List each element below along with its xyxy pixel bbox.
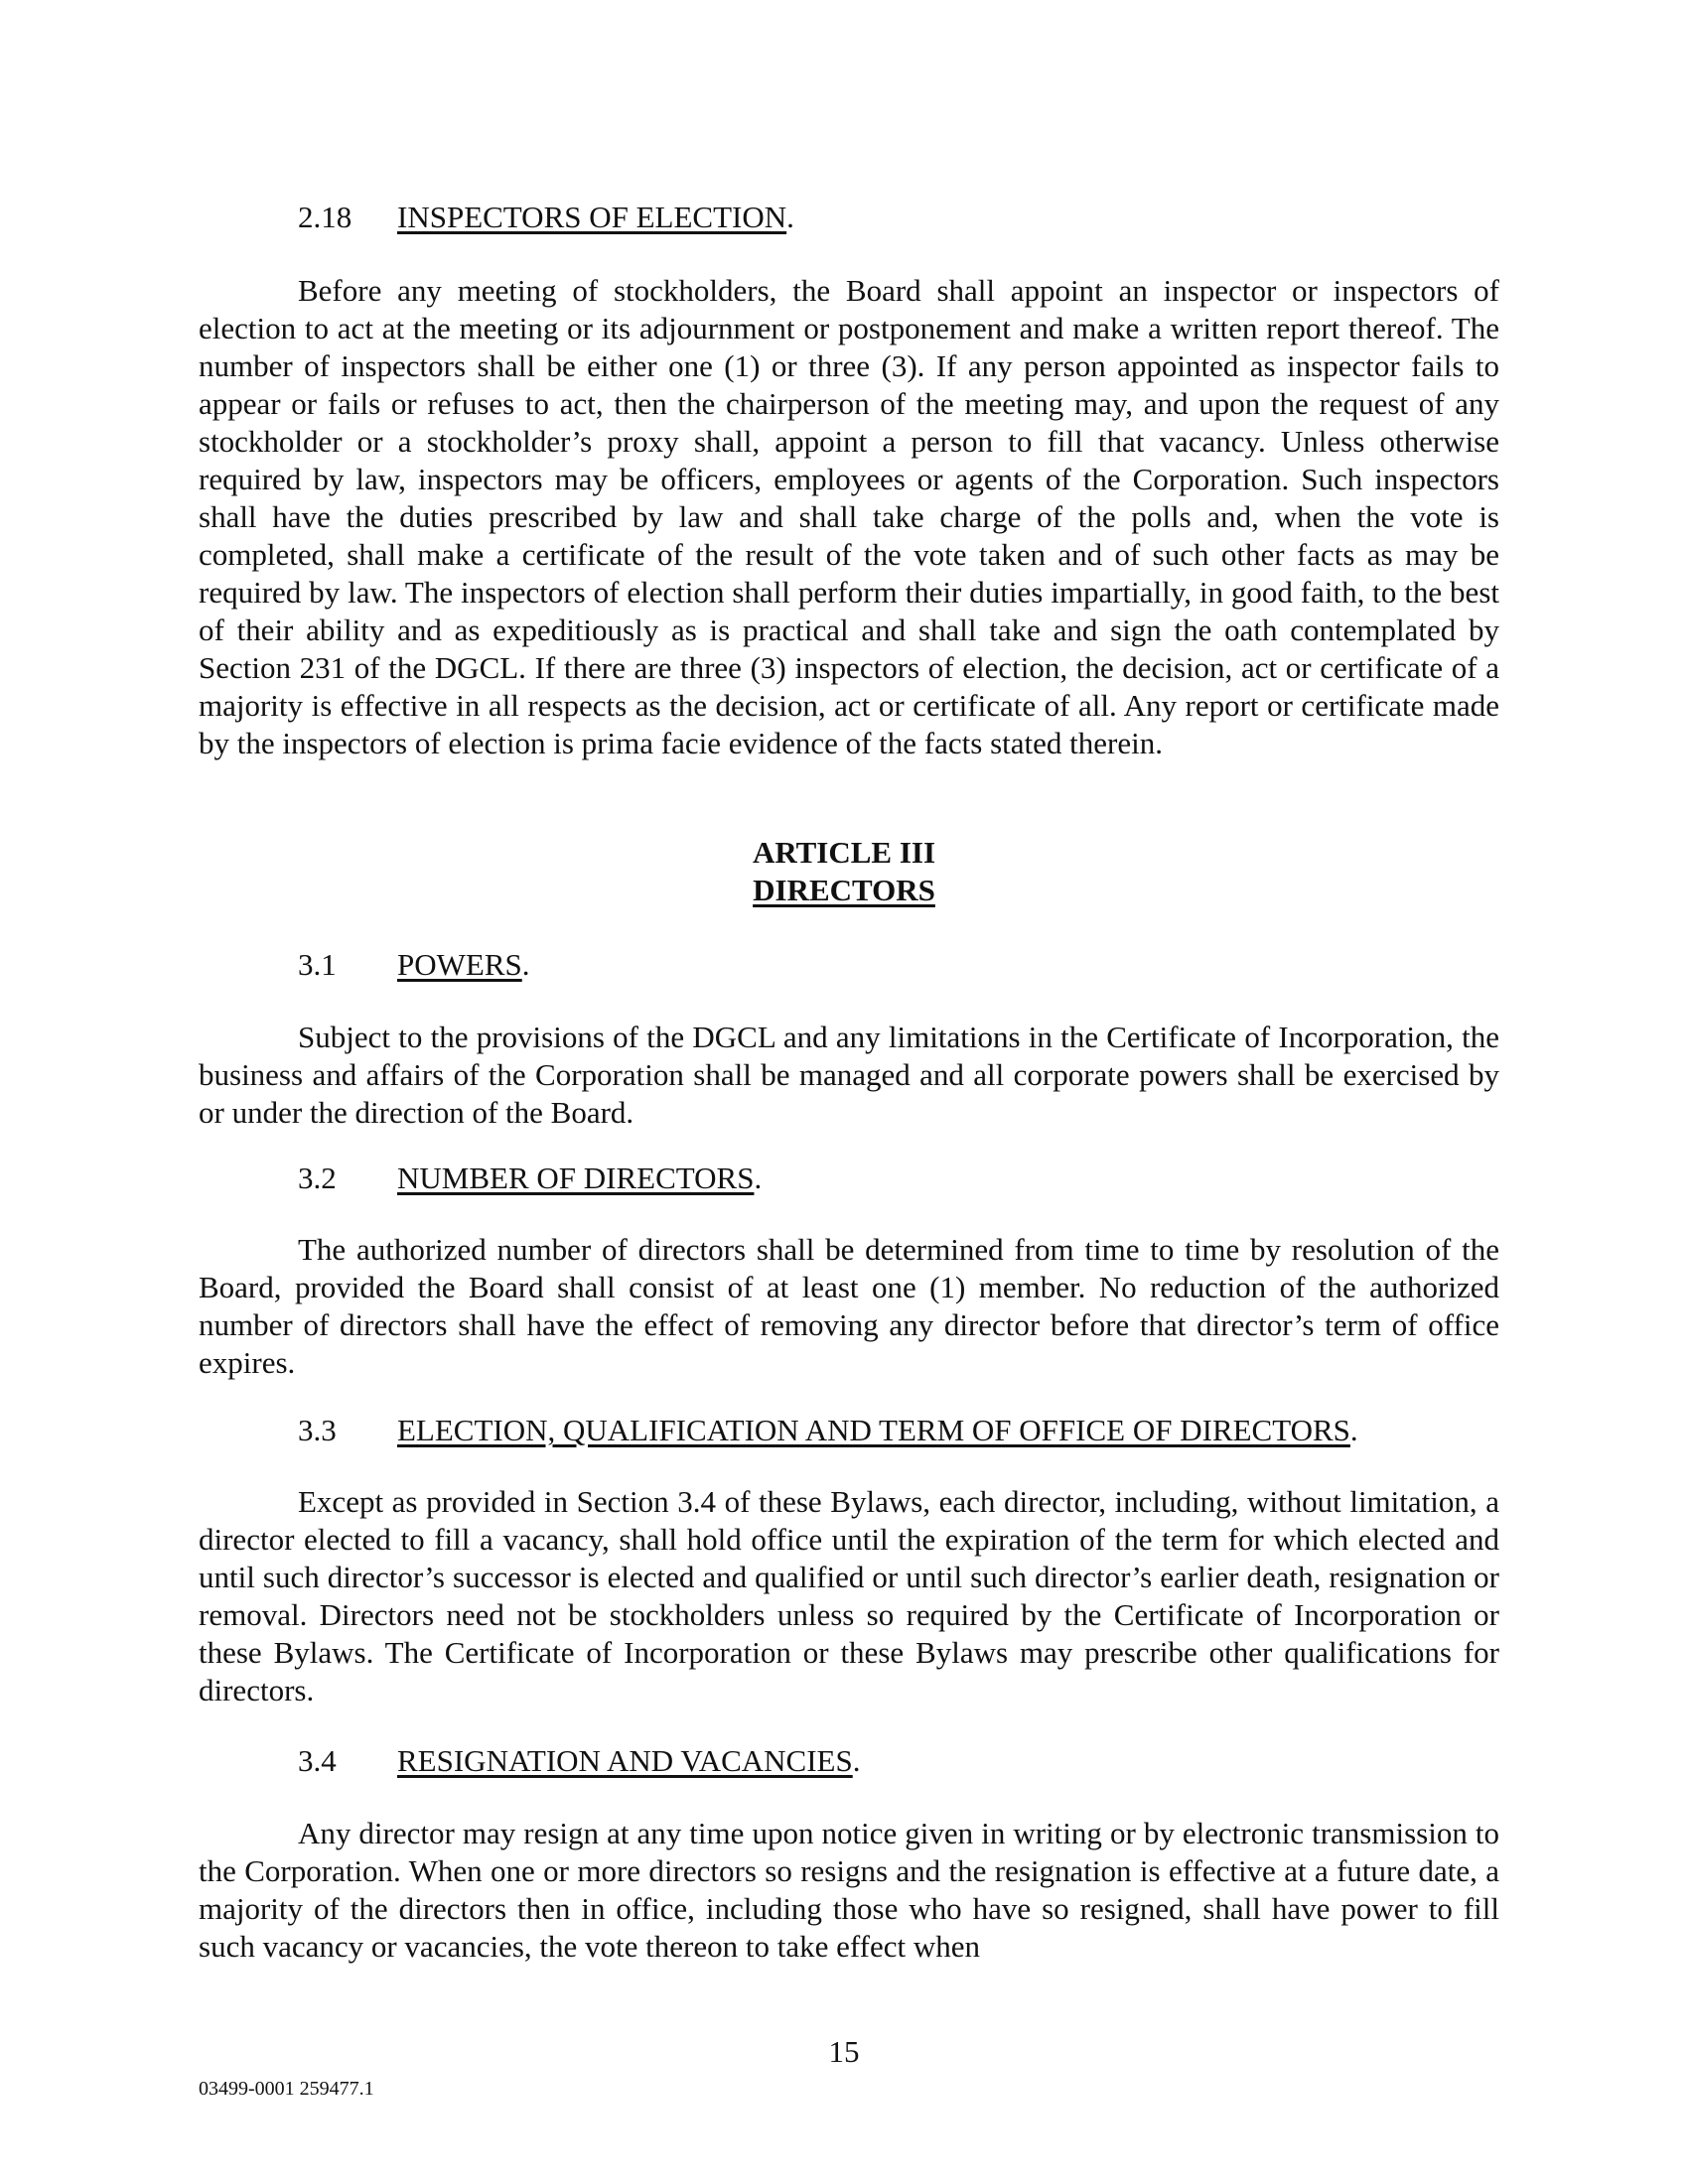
article-label: ARTICLE III <box>752 835 936 870</box>
article-heading <box>0 834 1688 909</box>
section-title: ELECTION, QUALIFICATION AND TERM OF OFFICE OF DIRECTORS <box>397 1413 1350 1447</box>
paragraph: Any director may resign at any time upon notice given in writing or by electronic transmission to the Corporation. When one or more directors so resigns and the resignation is effective at a future date, a majority of the directors then in office, including those who have so resigned, shall have power to fill such vacancy or vacancies, the vote thereon to take effect when <box>199 1816 1499 1964</box>
section-heading-3-3: 3.3 ELECTION, QUALIFICATION AND TERM OF OFFICE OF DIRECTORS. <box>298 1413 1358 1447</box>
section-body-3-4 <box>199 1815 1499 1966</box>
section-heading-3-4: 3.4 RESIGNATION AND VACANCIES. <box>298 1743 861 1778</box>
section-heading-3-1: 3.1 POWERS. <box>298 947 530 982</box>
section-body-3-3 <box>199 1483 1499 1709</box>
paragraph: Except as provided in Section 3.4 of these Bylaws, each director, including, without limitation, a director elected to fill a vacancy, shall hold office until the expiration of the term for which elected and until such director’s successor is elected and qualified or until such director’s earlier death, resignation or removal. Directors need not be stockholders unless so required by the Certificate of Incorporation or these Bylaws. The Certificate of Incorporation or these Bylaws may prescribe other qualifications for directors. <box>199 1484 1499 1707</box>
paragraph: Before any meeting of stockholders, the Board shall appoint an inspector or inspectors of election to act at the meeting or its adjournment or postponement and make a written report thereof. The number of inspectors shall be either one (1) or three (3). If any person appointed as inspector fails to appear or fails or refuses to act, then the chairperson of the meeting may, and upon the request of any stockholder or a stockholder’s proxy shall, appoint a person to fill that vacancy. Unless otherwise required by law, inspectors may be officers, employees or agents of the Corporation. Such inspectors shall have the duties prescribed by law and shall take charge of the polls and, when the vote is completed, shall make a certificate of the result of the vote taken and of such other facts as may be required by law. The inspectors of election shall perform their duties impartially, in good faith, to the best of their ability and as expeditiously as is practical and shall take and sign the oath contemplated by Section 231 of the DGCL. If there are three (3) inspectors of election, the decision, act or certificate of a majority is effective in all respects as the decision, act or certificate of all. Any report or certificate made by the inspectors of election is prima facie evidence of the facts stated therein. <box>199 273 1499 760</box>
section-title: POWERS <box>397 947 522 982</box>
document-id: 03499-0001 259477.1 <box>199 2078 374 2100</box>
section-body-2-18 <box>199 272 1499 762</box>
article-title: DIRECTORS <box>753 873 935 907</box>
paragraph: The authorized number of directors shall be determined from time to time by resolution of the Board, provided the Board shall consist of at least one (1) member. No reduction of the authorized number of directors shall have the effect of removing any director before that director’s term of office expires. <box>199 1232 1499 1380</box>
section-heading-3-2: 3.2 NUMBER OF DIRECTORS. <box>298 1160 763 1195</box>
section-body-3-1 <box>199 1019 1499 1132</box>
section-title: NUMBER OF DIRECTORS <box>397 1160 755 1195</box>
paragraph: Subject to the provisions of the DGCL and any limitations in the Certificate of Incorporation, the business and affairs of the Corporation shall be managed and all corporate powers shall be exercised by or under the direction of the Board. <box>199 1020 1499 1130</box>
section-number: 3.2 <box>298 1160 337 1195</box>
section-number: 3.1 <box>298 947 337 982</box>
section-number: 3.3 <box>298 1413 337 1447</box>
page-number: 15 <box>828 2034 860 2069</box>
section-title: INSPECTORS OF ELECTION <box>397 200 787 234</box>
section-number: 3.4 <box>298 1743 337 1778</box>
section-number: 2.18 <box>298 200 352 234</box>
section-title: RESIGNATION AND VACANCIES <box>397 1743 853 1778</box>
section-body-3-2 <box>199 1231 1499 1382</box>
section-heading-2-18: 2.18 INSPECTORS OF ELECTION. <box>298 200 794 234</box>
